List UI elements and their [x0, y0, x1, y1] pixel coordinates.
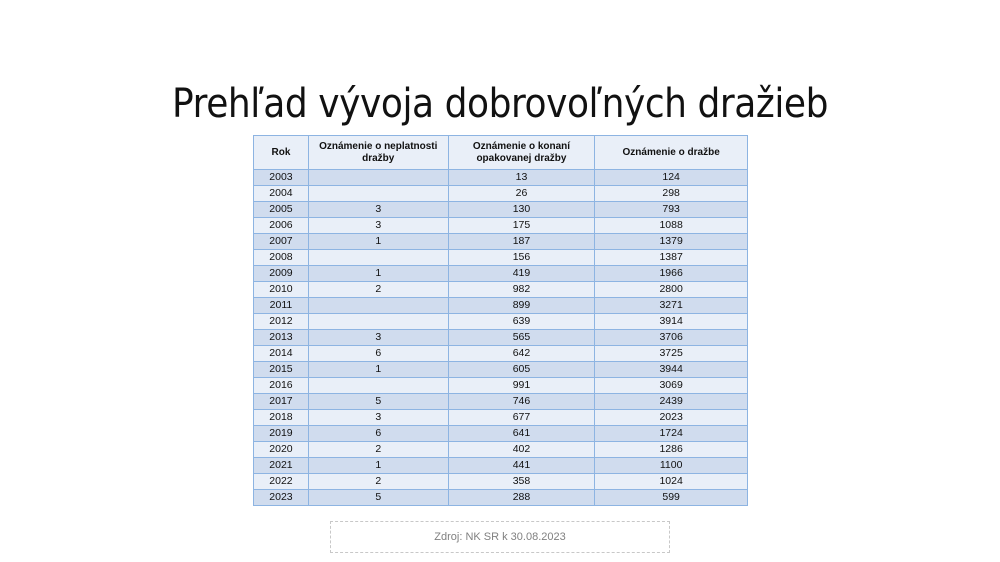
- cell-year: 2020: [254, 442, 309, 458]
- cell-year: 2014: [254, 346, 309, 362]
- cell-year: 2006: [254, 218, 309, 234]
- cell-repeat-auction: 358: [448, 474, 595, 490]
- table-row: [254, 186, 748, 202]
- cell-auction: 1379: [595, 234, 748, 250]
- cell-year: 2017: [254, 394, 309, 410]
- cell-year: 2012: [254, 314, 309, 330]
- table-row: [254, 266, 748, 282]
- cell-auction: 2023: [595, 410, 748, 426]
- cell-year: 2023: [254, 490, 309, 506]
- cell-repeat-auction: 605: [448, 362, 595, 378]
- cell-repeat-auction: 639: [448, 314, 595, 330]
- cell-invalidity: [308, 378, 448, 394]
- cell-repeat-auction: 441: [448, 458, 595, 474]
- table-row: [254, 394, 748, 410]
- auctions-table: [253, 135, 748, 506]
- cell-repeat-auction: 565: [448, 330, 595, 346]
- cell-invalidity: 1: [308, 266, 448, 282]
- table-row: [254, 346, 748, 362]
- table-row: [254, 218, 748, 234]
- cell-year: 2004: [254, 186, 309, 202]
- cell-year: 2008: [254, 250, 309, 266]
- cell-repeat-auction: 982: [448, 282, 595, 298]
- cell-repeat-auction: 156: [448, 250, 595, 266]
- cell-invalidity: 6: [308, 426, 448, 442]
- slide-title: Prehľad vývoja dobrovoľných dražieb: [172, 80, 828, 127]
- cell-invalidity: 3: [308, 202, 448, 218]
- cell-invalidity: 6: [308, 346, 448, 362]
- cell-auction: 599: [595, 490, 748, 506]
- table-row: [254, 442, 748, 458]
- cell-auction: 1724: [595, 426, 748, 442]
- table-row: [254, 282, 748, 298]
- table-row: [254, 378, 748, 394]
- cell-repeat-auction: 130: [448, 202, 595, 218]
- cell-auction: 3914: [595, 314, 748, 330]
- cell-repeat-auction: 13: [448, 170, 595, 186]
- cell-repeat-auction: 26: [448, 186, 595, 202]
- cell-auction: 1387: [595, 250, 748, 266]
- cell-invalidity: 3: [308, 218, 448, 234]
- cell-repeat-auction: 642: [448, 346, 595, 362]
- cell-auction: 298: [595, 186, 748, 202]
- table-row: [254, 362, 748, 378]
- cell-invalidity: [308, 170, 448, 186]
- table-row: [254, 250, 748, 266]
- table-row: [254, 314, 748, 330]
- cell-invalidity: 2: [308, 442, 448, 458]
- cell-repeat-auction: 175: [448, 218, 595, 234]
- cell-auction: 1966: [595, 266, 748, 282]
- cell-year: 2003: [254, 170, 309, 186]
- cell-auction: 3271: [595, 298, 748, 314]
- cell-repeat-auction: 899: [448, 298, 595, 314]
- table-row: [254, 474, 748, 490]
- table-row: [254, 170, 748, 186]
- cell-repeat-auction: 187: [448, 234, 595, 250]
- cell-invalidity: 2: [308, 282, 448, 298]
- cell-invalidity: [308, 314, 448, 330]
- table-row: [254, 202, 748, 218]
- cell-repeat-auction: 402: [448, 442, 595, 458]
- cell-invalidity: 5: [308, 394, 448, 410]
- cell-invalidity: 5: [308, 490, 448, 506]
- table-row: [254, 234, 748, 250]
- cell-invalidity: [308, 186, 448, 202]
- cell-invalidity: 1: [308, 458, 448, 474]
- cell-repeat-auction: 419: [448, 266, 595, 282]
- cell-year: 2007: [254, 234, 309, 250]
- cell-auction: 2800: [595, 282, 748, 298]
- cell-repeat-auction: 641: [448, 426, 595, 442]
- cell-year: 2018: [254, 410, 309, 426]
- cell-auction: 1088: [595, 218, 748, 234]
- cell-invalidity: 1: [308, 362, 448, 378]
- cell-auction: 2439: [595, 394, 748, 410]
- cell-year: 2022: [254, 474, 309, 490]
- cell-invalidity: 1: [308, 234, 448, 250]
- cell-repeat-auction: 746: [448, 394, 595, 410]
- cell-auction: 3944: [595, 362, 748, 378]
- header-invalidity-notice: Oznámenie o neplatnosti dražby: [308, 136, 448, 170]
- cell-year: 2019: [254, 426, 309, 442]
- cell-repeat-auction: 991: [448, 378, 595, 394]
- table-row: [254, 298, 748, 314]
- cell-auction: 124: [595, 170, 748, 186]
- table-row: [254, 426, 748, 442]
- header-year: Rok: [254, 136, 309, 170]
- cell-auction: 1100: [595, 458, 748, 474]
- cell-year: 2009: [254, 266, 309, 282]
- table-header-row: [254, 136, 748, 170]
- cell-auction: 1286: [595, 442, 748, 458]
- cell-year: 2013: [254, 330, 309, 346]
- cell-year: 2015: [254, 362, 309, 378]
- cell-invalidity: 3: [308, 330, 448, 346]
- table-row: [254, 490, 748, 506]
- cell-year: 2011: [254, 298, 309, 314]
- cell-year: 2005: [254, 202, 309, 218]
- cell-auction: 3725: [595, 346, 748, 362]
- header-repeat-auction-notice: Oznámenie o konaní opakovanej dražby: [448, 136, 595, 170]
- cell-auction: 3706: [595, 330, 748, 346]
- cell-auction: 793: [595, 202, 748, 218]
- cell-auction: 1024: [595, 474, 748, 490]
- cell-invalidity: 2: [308, 474, 448, 490]
- cell-year: 2010: [254, 282, 309, 298]
- cell-repeat-auction: 677: [448, 410, 595, 426]
- cell-auction: 3069: [595, 378, 748, 394]
- table-row: [254, 410, 748, 426]
- table-row: [254, 330, 748, 346]
- source-note: Zdroj: NK SR k 30.08.2023: [330, 521, 670, 553]
- cell-repeat-auction: 288: [448, 490, 595, 506]
- cell-invalidity: [308, 298, 448, 314]
- header-auction-notice: Oznámenie o dražbe: [595, 136, 748, 170]
- table-row: [254, 458, 748, 474]
- cell-year: 2021: [254, 458, 309, 474]
- cell-year: 2016: [254, 378, 309, 394]
- cell-invalidity: 3: [308, 410, 448, 426]
- cell-invalidity: [308, 250, 448, 266]
